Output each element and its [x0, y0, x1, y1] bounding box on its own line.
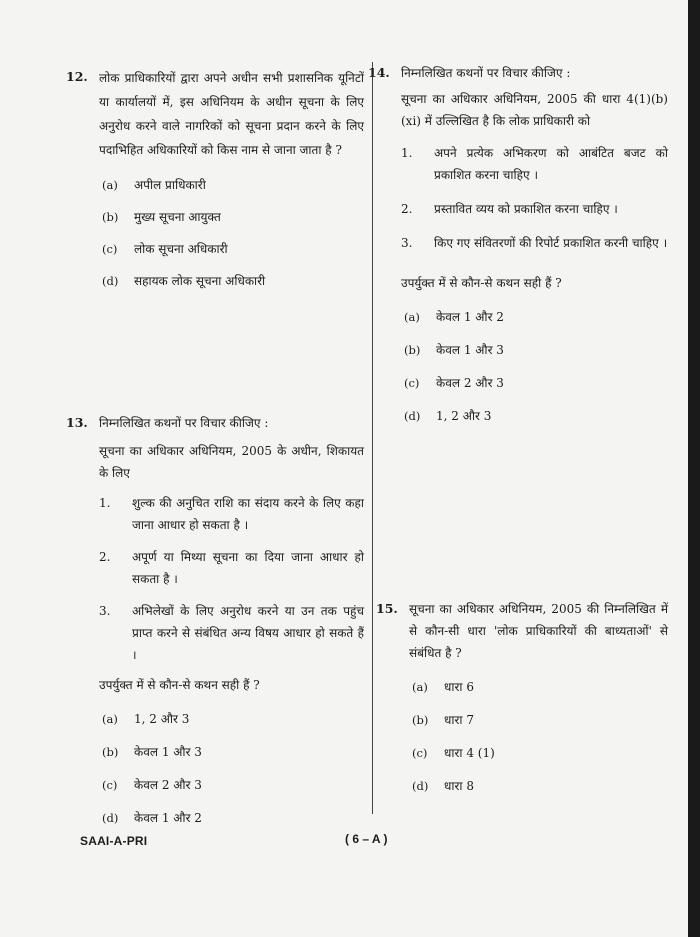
- question-prompt: उपर्युक्त में से कौन-से कथन सही हैं ?: [99, 678, 260, 692]
- question-text: सूचना का अधिकार अधिनियम, 2005 की निम्नलिखित में से कौन-सी धारा 'लोक प्राधिकारियों की बाध्यताओं' से संबंधित है ?: [409, 602, 668, 660]
- statement-text: किए गए संवितरणों की रिपोर्ट प्रकाशित करनी चाहिए ।: [434, 236, 668, 250]
- option-d[interactable]: [412, 775, 668, 797]
- statement-1: [401, 142, 668, 186]
- statement-text: प्रस्तावित व्यय को प्रकाशित करना चाहिए ।: [434, 202, 618, 216]
- option-text: 1, 2 और 3: [134, 712, 190, 726]
- option-text: सहायक लोक सूचना अधिकारी: [134, 274, 266, 288]
- statement-text: अपने प्रत्येक अभिकरण को आबंटित बजट को प्रकाशित करना चाहिए ।: [434, 146, 668, 182]
- option-b[interactable]: [412, 709, 668, 731]
- option-a[interactable]: [404, 306, 668, 328]
- option-b[interactable]: [404, 339, 668, 361]
- option-text: धारा 7: [444, 713, 474, 727]
- question-lead: सूचना का अधिकार अधिनियम, 2005 के अधीन, शिकायत के लिए: [99, 444, 364, 480]
- statement-number: 3.: [401, 236, 413, 250]
- option-text: धारा 6: [444, 680, 474, 694]
- option-text: मुख्य सूचना आयुक्त: [134, 210, 221, 224]
- option-label: (c): [102, 778, 118, 792]
- option-a[interactable]: [102, 174, 364, 196]
- question-14: [368, 62, 668, 427]
- option-text: धारा 8: [444, 779, 474, 793]
- option-text: केवल 2 और 3: [134, 778, 202, 792]
- question-intro: निम्नलिखित कथनों पर विचार कीजिए :: [401, 66, 571, 80]
- option-text: 1, 2 और 3: [436, 409, 492, 423]
- question-12: [66, 66, 364, 292]
- option-d[interactable]: [102, 270, 364, 292]
- option-label: (a): [102, 712, 118, 726]
- statement-text: शुल्क की अनुचित राशि का संदाय करने के लिए कहा जाना आधार हो सकता है ।: [132, 496, 364, 532]
- option-label: (b): [404, 343, 421, 357]
- option-label: (c): [412, 746, 428, 760]
- statement-number: 2.: [99, 550, 111, 564]
- option-b[interactable]: [102, 741, 364, 763]
- question-number: 14.: [368, 65, 390, 80]
- option-c[interactable]: [102, 774, 364, 796]
- statement-text: अपूर्ण या मिथ्या सूचना का दिया जाना आधार हो सकता है ।: [132, 550, 364, 586]
- option-text: अपील प्राधिकारी: [134, 178, 206, 192]
- option-label: (d): [102, 811, 119, 825]
- option-c[interactable]: [102, 238, 364, 260]
- question-lead: सूचना का अधिकार अधिनियम, 2005 की धारा 4(1)(b)(xi) में उल्लिखित है कि लोक प्राधिकारी को: [401, 92, 668, 128]
- statement-number: 1.: [99, 496, 111, 510]
- option-label: (d): [404, 409, 421, 423]
- option-text: केवल 2 और 3: [436, 376, 504, 390]
- option-label: (a): [404, 310, 420, 324]
- statement-2: [99, 546, 364, 590]
- option-b[interactable]: [102, 206, 364, 228]
- option-a[interactable]: [102, 708, 364, 730]
- statement-3: [401, 232, 668, 254]
- option-a[interactable]: [412, 676, 668, 698]
- statement-text: अभिलेखों के लिए अनुरोध करने या उन तक पहुंच प्राप्त करने से संबंधित अन्य विषय आधार हो सकते हैं ।: [132, 604, 364, 662]
- statement-3: [99, 600, 364, 666]
- question-number: 15.: [376, 601, 398, 616]
- option-text: केवल 1 और 3: [436, 343, 504, 357]
- question-prompt: उपर्युक्त में से कौन-से कथन सही हैं ?: [401, 276, 562, 290]
- question-text: लोक प्राधिकारियों द्वारा अपने अधीन सभी प्रशासनिक यूनिटों या कार्यालयों में, इस अधिनियम के अधीन सूचना के लिए अनुरोध करने वाले नागरिकों को सूचना प्रदान करने के लिए पदाभिहित अधिकारियों को किस नाम से जाना जाता है ?: [99, 71, 364, 157]
- option-label: (d): [102, 274, 119, 288]
- page-number: ( 6 – A ): [345, 832, 388, 846]
- option-label: (b): [102, 210, 119, 224]
- option-label: (d): [412, 779, 429, 793]
- option-label: (b): [102, 745, 119, 759]
- option-text: केवल 1 और 2: [436, 310, 504, 324]
- option-label: (c): [404, 376, 420, 390]
- statement-number: 2.: [401, 202, 413, 216]
- option-text: धारा 4 (1): [444, 746, 495, 760]
- option-label: (b): [412, 713, 429, 727]
- question-13: [66, 412, 364, 829]
- option-d[interactable]: [102, 807, 364, 829]
- option-label: (a): [102, 178, 118, 192]
- option-d[interactable]: [404, 405, 668, 427]
- question-number: 13.: [66, 415, 88, 430]
- paper-code: SAAI-A-PRI: [80, 834, 148, 848]
- question-number: 12.: [66, 69, 88, 84]
- question-15: [376, 598, 668, 797]
- scan-edge: [688, 0, 700, 937]
- option-text: लोक सूचना अधिकारी: [134, 242, 228, 256]
- option-c[interactable]: [404, 372, 668, 394]
- option-text: केवल 1 और 3: [134, 745, 202, 759]
- statement-2: [401, 198, 668, 220]
- option-label: (c): [102, 242, 118, 256]
- option-label: (a): [412, 680, 428, 694]
- statement-1: [99, 492, 364, 536]
- option-text: केवल 1 और 2: [134, 811, 202, 825]
- question-intro: निम्नलिखित कथनों पर विचार कीजिए :: [99, 416, 269, 430]
- statement-number: 1.: [401, 146, 413, 160]
- statement-number: 3.: [99, 604, 111, 618]
- option-c[interactable]: [412, 742, 668, 764]
